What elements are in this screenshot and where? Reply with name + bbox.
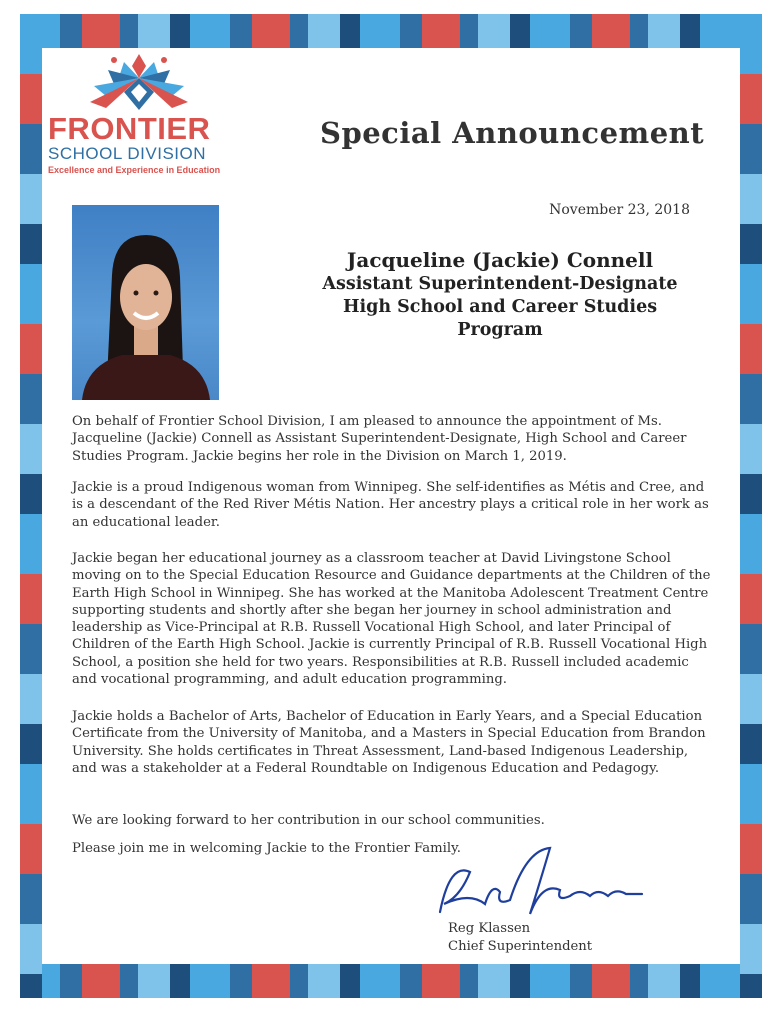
- appointment-heading: [290, 248, 710, 342]
- star-blanket-logo-icon: [84, 52, 194, 114]
- logo-name: FRONTIER: [48, 111, 211, 146]
- frontier-logo: [48, 52, 238, 176]
- appointee-name: Jacqueline (Jackie) Connell: [346, 248, 654, 272]
- paragraph-1: [72, 413, 712, 465]
- page-title: Special Announcement: [320, 116, 705, 150]
- decorative-border-top: [20, 14, 762, 48]
- paragraph-text: Jackie is a proud Indigenous woman from Winnipeg. She self-identifies as Métis and Cree, and is a descendant of the Red River Métis Nation. Her ancestry plays a critical role in her work as an educational leader.: [72, 480, 709, 530]
- appointee-role-line-2: High School and Career Studies: [342, 297, 658, 317]
- paragraph-4: [72, 708, 712, 777]
- decorative-border-left: [20, 14, 42, 998]
- appointee-role-line-1: Assistant Superintendent-Designate: [322, 274, 678, 294]
- handwritten-signature: [430, 842, 650, 932]
- paragraph-text: We are looking forward to her contribution in our school communities.: [72, 813, 545, 828]
- logo-tagline: Excellence and Experience in Education: [48, 165, 221, 175]
- announcement-date: November 23, 2018: [549, 202, 690, 218]
- signer-name: Reg Klassen: [448, 921, 531, 936]
- paragraph-5: [72, 812, 712, 829]
- portrait-illustration: [72, 205, 219, 400]
- paragraph-3: [72, 550, 712, 688]
- appointee-role-line-3: Program: [457, 320, 543, 340]
- decorative-border-bottom: [20, 964, 762, 998]
- paragraph-text: Jackie holds a Bachelor of Arts, Bachelor of Education in Early Years, and a Special Education Certificate from the University of Manitoba, and a Masters in Special Education from Brandon University. She holds certificates in Threat Assessment, Land-based Indigenous Leadership, and was a stakeholder at a Federal Roundtable on Indigenous Education and Pedagogy.: [72, 709, 706, 776]
- signer-title: Chief Superintendent: [448, 938, 593, 954]
- paragraph-text: Jackie began her educational journey as a classroom teacher at David Livingstone School moving on to the Special Education Resource and Guidance departments at the Children of the Earth High School in Winnipeg. She has worked at the Manitoba Adolescent Treatment Centre supporting students and shortly after she began her journey in school administration and leadership as Vice-Principal at R.B. Russell Vocational High School, and later Principal of Children of the Earth High School. Jackie is currently Principal of R.B. Russell Vocational High School, a position she held for two years. Responsibilities at R.B. Russell included academic and vocational programming, and adult education programming.: [72, 551, 711, 688]
- portrait-photo: [72, 205, 219, 400]
- logo-division: SCHOOL DIVISION: [48, 144, 207, 163]
- paragraph-2: [72, 479, 712, 531]
- paragraph-text: On behalf of Frontier School Division, I am pleased to announce the appointment of Ms. Jacqueline (Jackie) Connell as Assistant Superintendent-Designate, High School and Career Studies Program. Jackie begins her role in the Division on March 1, 2019.: [72, 414, 687, 464]
- decorative-border-right: [740, 14, 762, 998]
- paragraph-text: Please join me in welcoming Jackie to the Frontier Family.: [72, 841, 461, 856]
- signer-block: [448, 920, 592, 955]
